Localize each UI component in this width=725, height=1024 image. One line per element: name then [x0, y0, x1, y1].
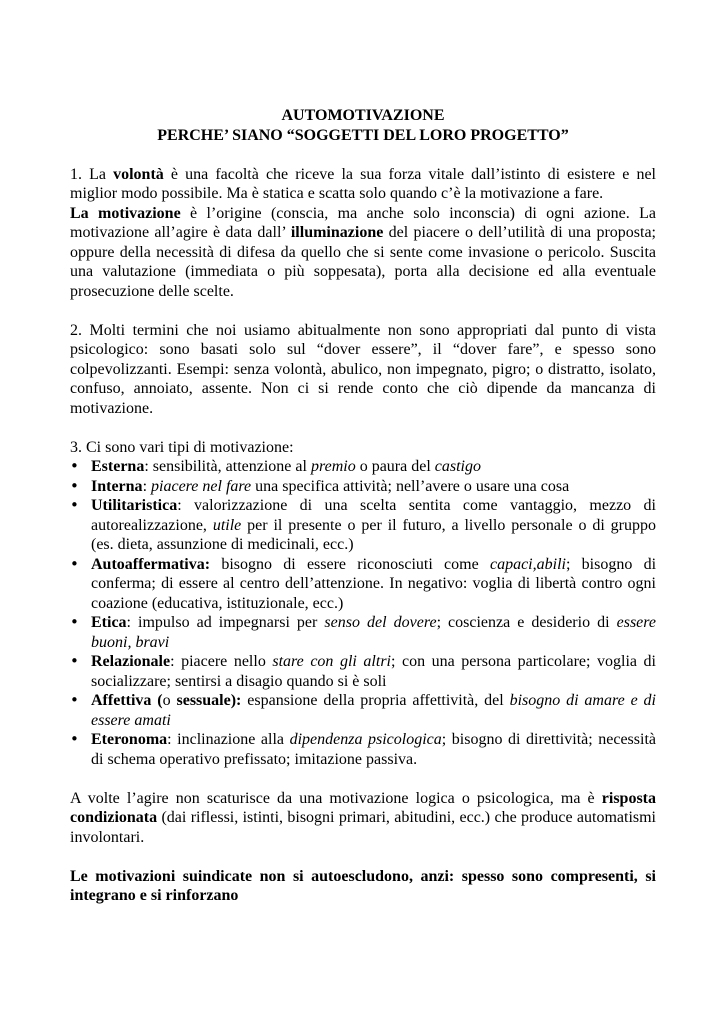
section-conclusion: [70, 867, 656, 906]
text-run: :: [142, 477, 152, 495]
bullet-icon: •: [70, 476, 79, 495]
text-run: una specifica attività; nell’avere o usare una cosa: [251, 477, 570, 495]
italic-term: capaci,abili: [489, 555, 566, 573]
paragraph-risposta-condizionata: [70, 789, 656, 848]
text-run: : inclinazione alla: [167, 731, 290, 748]
bold-term: Affettiva (: [91, 692, 163, 709]
document-title: AUTOMOTIVAZIONE: [281, 107, 445, 124]
text-run: : valorizzazione di una scelta sentita come vantaggio, mezzo di autorealizzazione,: [91, 497, 656, 534]
bold-term: illuminazione: [290, 224, 384, 241]
list-item: [70, 691, 656, 730]
italic-term: stare con gli altri: [272, 653, 391, 670]
bold-term: Esterna: [91, 458, 145, 475]
text-run: ; bisogno di direttività; necessità di schema operativo prefissato; imitazione passiva.: [91, 731, 656, 768]
bullet-icon: •: [70, 554, 79, 573]
bold-term: sessuale):: [170, 692, 242, 709]
text-run: ; bisogno di conferma; di essere al centro dell’attenzione. In negativo: voglia di libertà contro ogni coazione (educativa, istituzionale, ecc.): [91, 555, 657, 612]
text-run: A volte l’agire non scaturisce da una motivazione logica o psicologica, ma è: [70, 789, 602, 807]
text-run: : impulso ad impegnarsi per: [126, 614, 325, 631]
text-run: o paura del: [355, 458, 435, 475]
text-run: per il presente o per il futuro, a livello personale o di gruppo (es. dieta, assunzione di medicinali, ecc.): [91, 516, 657, 553]
text-run: bisogno di essere riconosciuti come: [210, 555, 490, 573]
list-item: [70, 496, 656, 555]
bold-term: Interna: [91, 477, 143, 495]
paragraph-motivazione: [70, 204, 656, 302]
italic-term: castigo: [434, 458, 481, 475]
document-page: [70, 106, 656, 906]
text-run: o: [162, 692, 171, 709]
text-run: (dai riflessi, istinti, bisogni primari, abitudini, ecc.) che produce automatismi involontari.: [70, 809, 656, 846]
text-run: : sensibilità, attenzione al: [144, 458, 311, 475]
italic-term: dipendenza psicologica: [289, 731, 442, 748]
bold-term: Eteronoma: [91, 731, 168, 748]
italic-term: piacere nel fare: [151, 477, 252, 495]
motivation-types-list: [70, 457, 656, 769]
bold-term: volontà: [113, 165, 164, 183]
section-1: [70, 165, 656, 302]
italic-term: premio: [310, 458, 356, 475]
text-run: del piacere o dell’utilità di una proposta; oppure della necessità di difesa da quello che si sente come invasione o pericolo. Suscita una valutazione (immediata o più soppesata), porta alla decisione ed alla eventuale prosecuzione delle scelte.: [70, 224, 657, 300]
italic-term: essere buoni, bravi: [91, 614, 657, 651]
paragraph-conclusion: [70, 867, 656, 906]
text-run: ; coscienza e desiderio di: [436, 614, 617, 631]
text-run: : piacere nello: [170, 653, 273, 670]
bold-term: Etica: [91, 614, 127, 631]
bold-term: risposta condizionata: [70, 789, 656, 826]
list-item: [70, 555, 656, 614]
list-item: [70, 730, 656, 769]
section-2: [70, 321, 656, 419]
bold-term: Relazionale: [91, 653, 171, 670]
bullet-icon: •: [70, 730, 79, 748]
italic-term: utile: [212, 516, 242, 534]
bold-conclusion: Le motivazioni suindicate non si autoescludono, anzi: spesso sono compresenti, si integrano e si rinforzano: [70, 867, 656, 904]
bold-term: Autoaffermativa:: [91, 555, 211, 573]
section-4: [70, 789, 656, 848]
italic-term: senso del dovere: [324, 614, 437, 631]
list-item: [70, 613, 656, 652]
text-run: è una facoltà che riceve la sua forza vitale dall’istinto di esistere e nel miglior modo possibile. Ma è statica e scatta solo quando c’è la motivazione a fare.: [70, 165, 657, 202]
bullet-icon: •: [70, 691, 79, 709]
bullet-icon: •: [70, 496, 79, 514]
text-run: 1. La: [70, 165, 114, 183]
bullet-icon: •: [70, 457, 79, 475]
text-run: espansione della propria affettività, del: [241, 692, 510, 709]
list-item: [70, 652, 656, 691]
bullet-icon: •: [70, 613, 79, 631]
italic-term: bisogno di amare e di essere amati: [91, 692, 656, 729]
bold-term: La motivazione: [70, 204, 181, 222]
bold-term: Utilitaristica: [91, 497, 178, 514]
paragraph-termini: 2. Molti termini che noi usiamo abitualmente non sono appropriati dal punto di vista psicologico: sono basati solo sul “dover essere”, il “dover fare”, e spesso sono colpevolizzanti. Esempi: senza volontà, abulico, non impegnato, pigro; o distratto, isolato, confuso, annoiato, assente. Non ci si rende conto che ciò dipende da mancanza di motivazione.: [70, 321, 656, 417]
text-run: ; con una persona particolare; voglia di socializzare; sentirsi a disagio quando si è soli: [91, 653, 657, 690]
text-run: è l’origine (conscia, ma anche solo inconscia) di ogni azione. La motivazione all’agire è data dall’: [70, 204, 656, 241]
document-subtitle: PERCHE’ SIANO “SOGGETTI DEL LORO PROGETTO”: [157, 126, 569, 144]
paragraph-volonta: [70, 165, 656, 204]
paragraph-tipi-intro: 3. Ci sono vari tipi di motivazione:: [70, 438, 294, 456]
bullet-icon: •: [70, 652, 79, 670]
section-3: [70, 438, 656, 770]
list-item: [70, 457, 656, 477]
list-item: [70, 477, 656, 497]
